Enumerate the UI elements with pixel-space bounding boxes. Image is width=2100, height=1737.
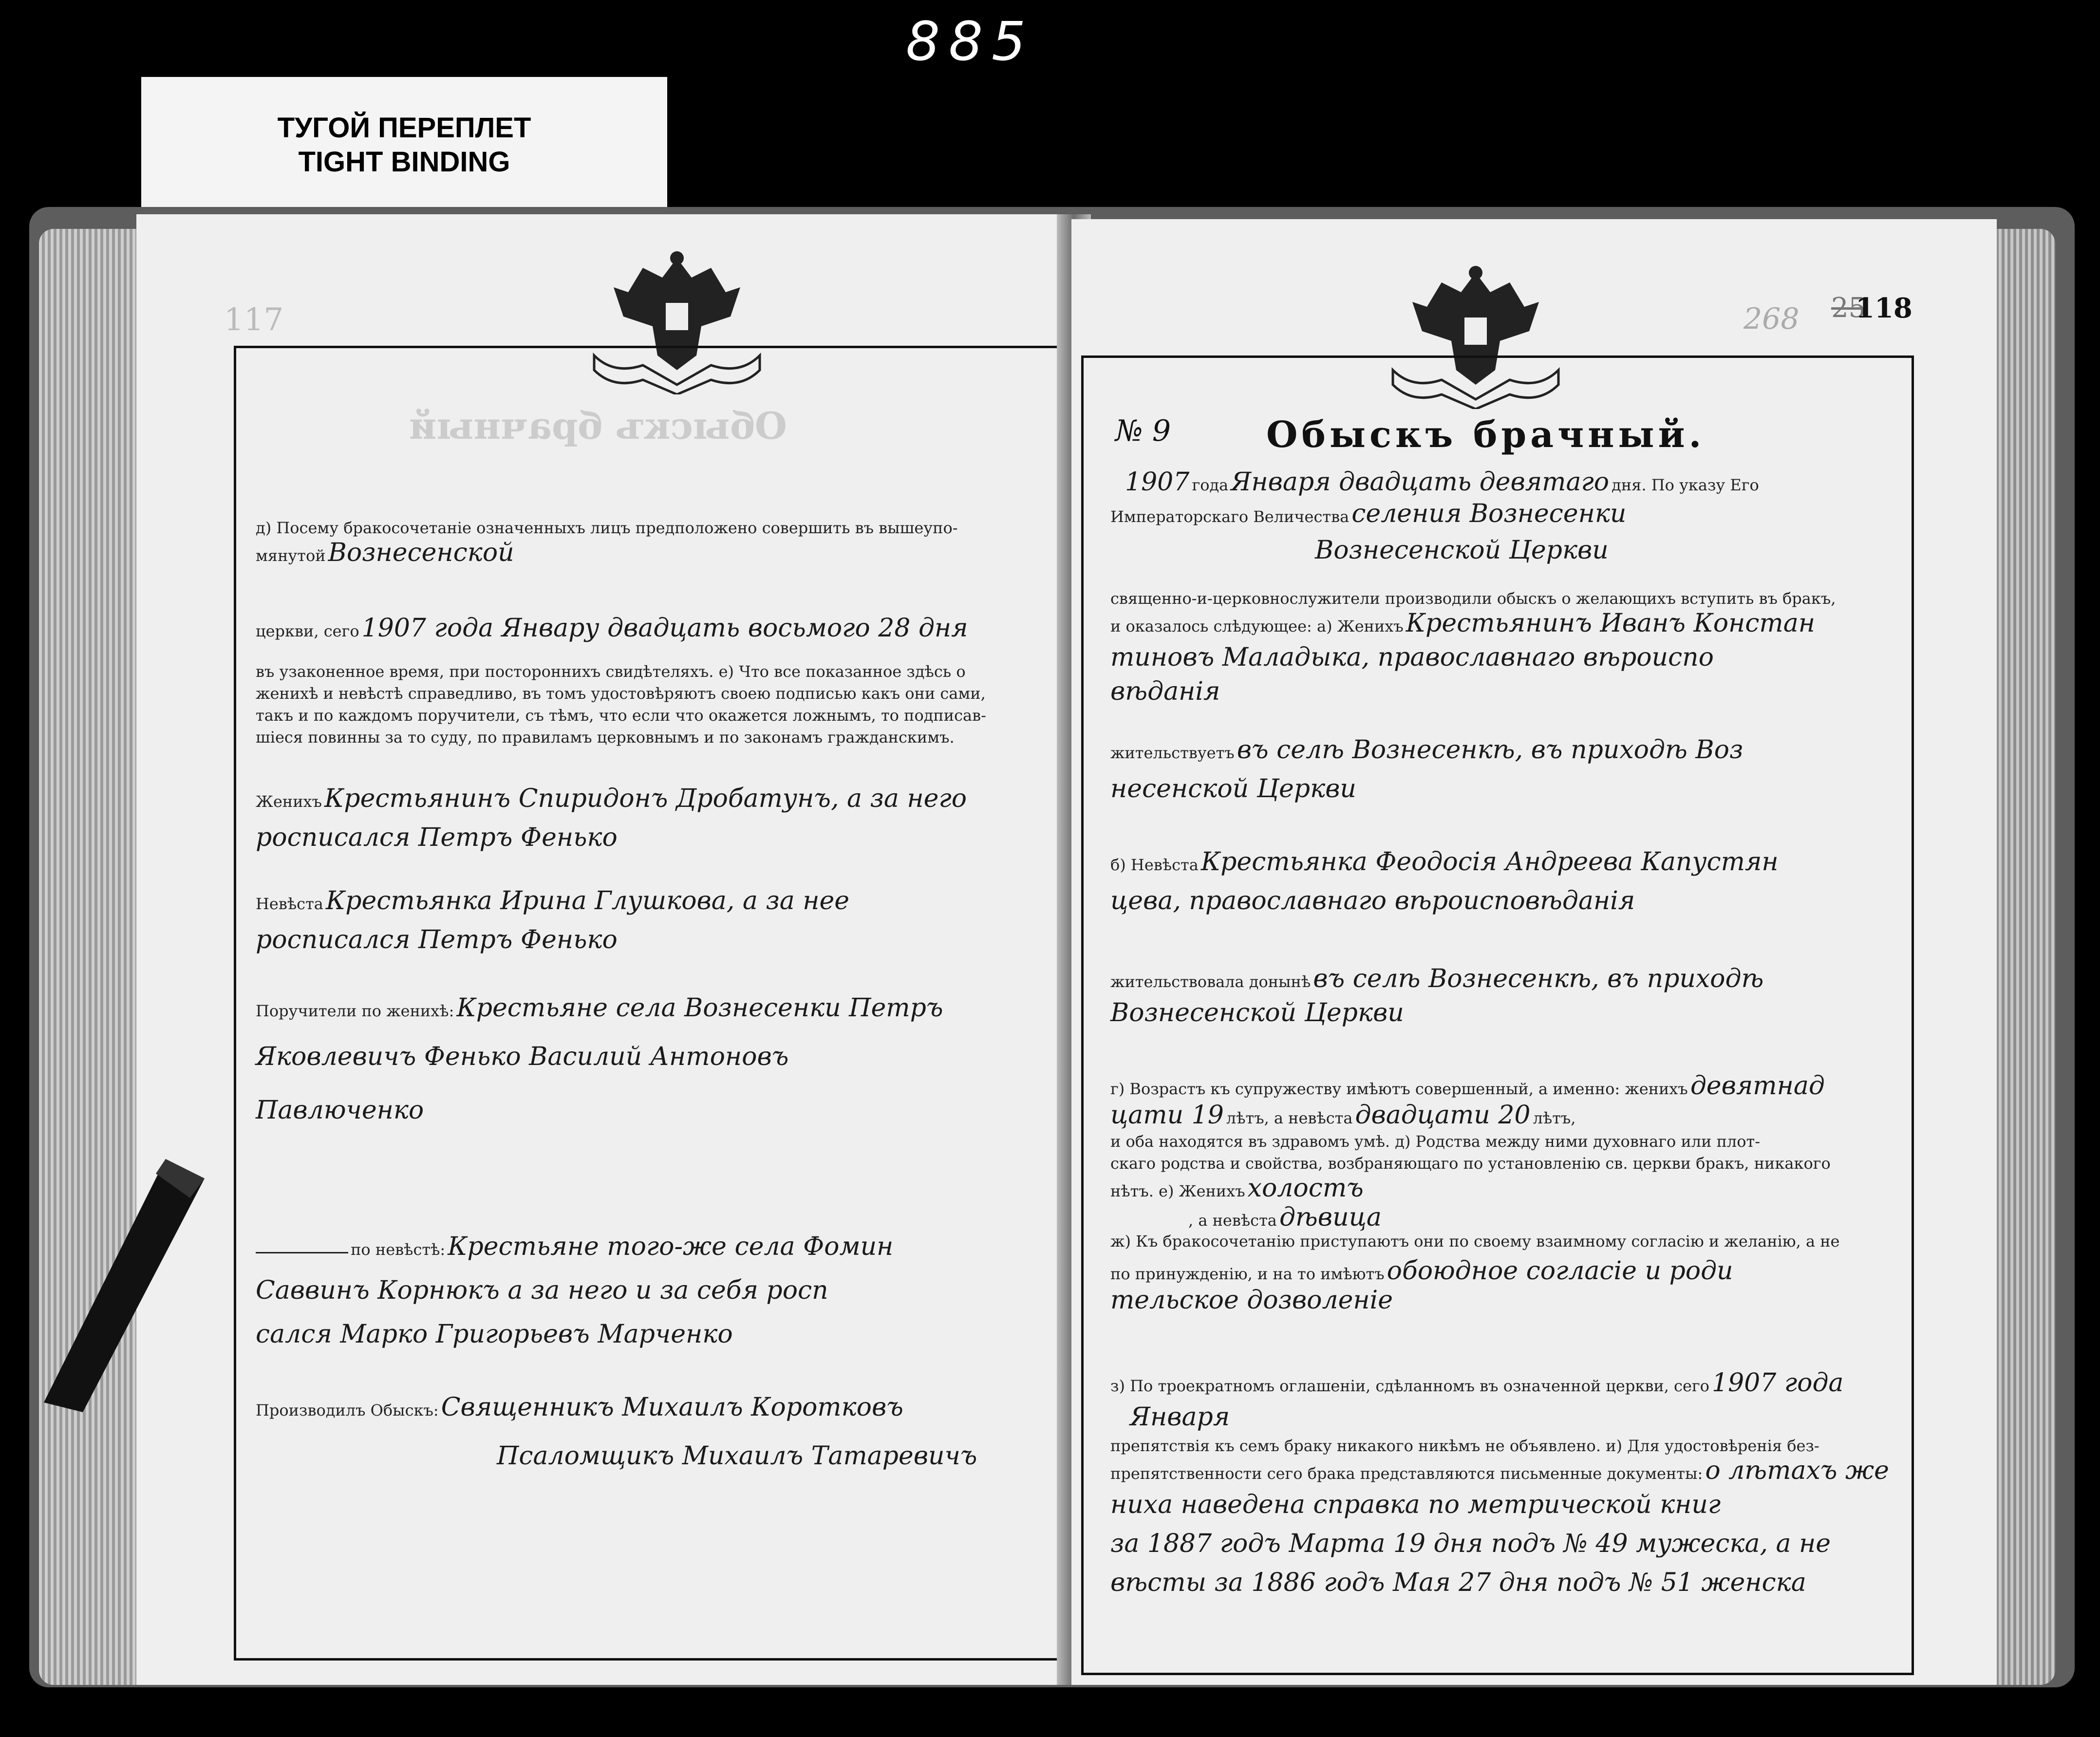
bride-guarantors-line2: Саввинъ Корнюкъ а за него и за себя росп [256,1276,828,1305]
bride-guarantors-rule [256,1252,348,1253]
documents-handwriting-line1: о лѣтахъ же [1705,1456,1889,1485]
church-handwriting: Вознесенской Церкви [1315,536,1609,565]
bride-age-label: лѣтъ, а невѣста [1226,1109,1353,1127]
consent-clause-line1: ж) Къ бракосочетанію приступаютъ они по своему взаимному согласію и желанію, а не [1110,1232,1840,1251]
record-year-suffix: года [1192,476,1229,494]
bride-signature-line2: росписался Петръ Фенько [256,925,618,954]
right-page-number: 118 [1856,292,1912,324]
groom-residence-label: жительствуетъ [1110,744,1235,762]
priest-signature: Священникъ Михаилъ Коротковъ [441,1393,903,1422]
groom-name-line2: тиновъ Маладыка, православнаго вѣроиспо [1110,643,1714,672]
bride-status-label: , а невѣста [1188,1211,1277,1230]
old-page-number: 268 [1744,302,1800,336]
bride-signature-line1: Крестьянка Ирина Глушкова, а за нее [325,886,850,915]
groom-age-handwriting: девятнад [1690,1071,1825,1101]
groom-guarantors-label: Поручители по женихѣ: [256,1002,454,1020]
page-holder-stick-icon [44,1159,205,1412]
banns-month-handwriting: Января [1130,1402,1230,1432]
struck-page-number: 25 [1831,292,1866,324]
bride-residence-label: жительствовала донынѣ [1110,972,1311,991]
groom-marital-status: холостъ [1247,1174,1364,1203]
impediment-clause-line2: препятственности сего брака представляются письменные документы: [1110,1464,1703,1483]
impediment-clause-line1: препятствія къ семъ браку никакого никѣмъ не объявлено. и) Для удостовѣренія без- [1110,1437,1819,1455]
village-handwriting: селения Вознесенки [1351,499,1627,528]
bride-age-handwriting: двадцати 20 [1355,1101,1531,1130]
bride-name-line2: цева, православнаго вѣроисповѣданія [1110,886,1635,915]
groom-name-line3: вѣданія [1110,677,1220,706]
documents-handwriting-line2: ниха наведена справка по метрической книг [1110,1490,1721,1519]
consent-handwriting-line1: обоюдное согласіе и роди [1387,1256,1733,1286]
bride-signature-label: Невѣста [256,895,323,913]
left-page-number: 117 [224,302,284,338]
clause-e-line4: шіеся повинны за то суду, по правиламъ церковнымъ и по законамъ гражданскимъ. [256,728,955,747]
bride-clause-label: б) Невѣста [1110,856,1199,874]
record-year: 1907 [1125,467,1190,497]
right-page [1071,219,1997,1685]
bride-marital-status: дѣвица [1279,1203,1382,1232]
groom-guarantors-line1: Крестьяне села Вознесенки Петръ [456,993,943,1023]
groom-signature-line2: росписался Петръ Фенько [256,823,618,852]
health-clause-line1: и оба находятся въ здравомъ умѣ. д) Родства между ними духовнаго или плот- [1110,1132,1761,1151]
bride-guarantors-line3: сался Марко Григорьевъ Марченко [256,1320,733,1349]
left-page [136,214,1086,1685]
psalmist-signature: Псаломщикъ Михаилъ Татаревичъ [497,1441,977,1471]
groom-age-handwriting-cont: цати 19 [1110,1101,1224,1130]
wedding-date-handwriting: 1907 года Январу двадцать восьмого 28 дня [361,614,968,643]
majesty-text: Императорскаго Величества [1110,507,1350,526]
bride-name-line1: Крестьянка Феодосія Андреева Капустян [1200,847,1779,877]
banns-year-handwriting: 1907 года [1712,1368,1844,1398]
bride-residence-line1: въ селѣ Вознесенкѣ, въ приходѣ [1313,964,1764,993]
decree-prefix: дня. По указу Его [1612,476,1759,494]
clergy-line1: священно-и-церковнослужители производили обыскъ о желающихъ вступить въ бракъ, [1110,589,1836,608]
investigator-label: Производилъ Обыскъ: [256,1401,439,1419]
bleed-through-title: Обыскъ брачный [409,404,787,448]
consent-clause-line2: по принужденію, и на то имѣютъ [1110,1265,1385,1283]
label-line-en: TIGHT BINDING [298,146,510,178]
age-clause-text: г) Возрастъ къ супружеству имѣютъ совершенный, а именно: женихъ [1110,1080,1688,1098]
groom-residence-line1: въ селѣ Вознесенкѣ, въ приходѣ Воз [1237,735,1744,765]
bride-residence-line2: Вознесенской Церкви [1110,998,1404,1027]
documents-handwriting-line3: за 1887 годъ Марта 19 дня подъ № 49 мужеска, а не [1110,1529,1831,1558]
record-title: Обыскъ брачный. [1266,414,1706,456]
documents-handwriting-line4: вѣсты за 1886 годъ Мая 27 дня подъ № 51 женска [1110,1568,1806,1597]
groom-signature-line1: Крестьянинъ Спиридонъ Дробатунъ, а за него [324,784,967,813]
tight-binding-label [141,77,667,212]
marital-status-label: нѣтъ. е) Женихъ [1110,1182,1245,1200]
groom-guarantors-line3: Павлюченко [256,1096,424,1125]
consent-handwriting-line2: тельское дозволеніе [1110,1286,1393,1315]
age-years-suffix: лѣтъ, [1533,1109,1576,1127]
groom-name-line1: Крестьянинъ Иванъ Констан [1406,609,1815,638]
groom-residence-line2: несенской Церкви [1110,774,1356,803]
bride-guarantors-line1: Крестьяне того-же села Фомин [448,1232,894,1261]
banns-clause-text: з) По троекратномъ оглашеніи, сдѣланномъ въ означенной церкви, сего [1110,1377,1709,1395]
page-edges-left [39,229,141,1685]
clause-d-line1: д) Посему бракосочетаніе означенныхъ лицъ предположено совершить въ вышеупо- [256,519,958,537]
groom-signature-label: Женихъ [256,792,322,811]
bride-guarantors-label: по невѣстѣ: [351,1240,446,1259]
label-line-ru: ТУГОЙ ПЕРЕПЛЕТ [277,112,531,144]
frame-number: 885 [906,10,1034,73]
clause-e-line3: такъ и по каждомъ поручители, съ тѣмъ, что если что окажется ложнымъ, то подписав- [256,706,986,725]
church-date-prefix: церкви, сего [256,622,359,640]
entry-number: № 9 [1115,414,1171,448]
clause-e-line1: въ узаконенное время, при постороннихъ свидѣтеляхъ. е) Что все показанное здѣсь о [256,662,966,681]
record-date-handwriting: Января двадцать девятаго [1231,467,1610,497]
church-name-handwriting: Вознесенской [328,538,514,567]
groom-clause-label: и оказалось слѣдующее: а) Женихъ [1110,617,1404,635]
clause-e-line2: женихѣ и невѣстѣ справедливо, въ томъ удостовѣряютъ своею подписью какъ они сами, [256,684,986,703]
health-clause-line2: скаго родства и свойства, возбраняющаго по установленію св. церкви бракъ, никакого [1110,1154,1831,1173]
clause-d-prefix: мянутой [256,546,326,565]
groom-guarantors-line2: Яковлевичъ Фенько Василий Антоновъ [256,1042,789,1071]
